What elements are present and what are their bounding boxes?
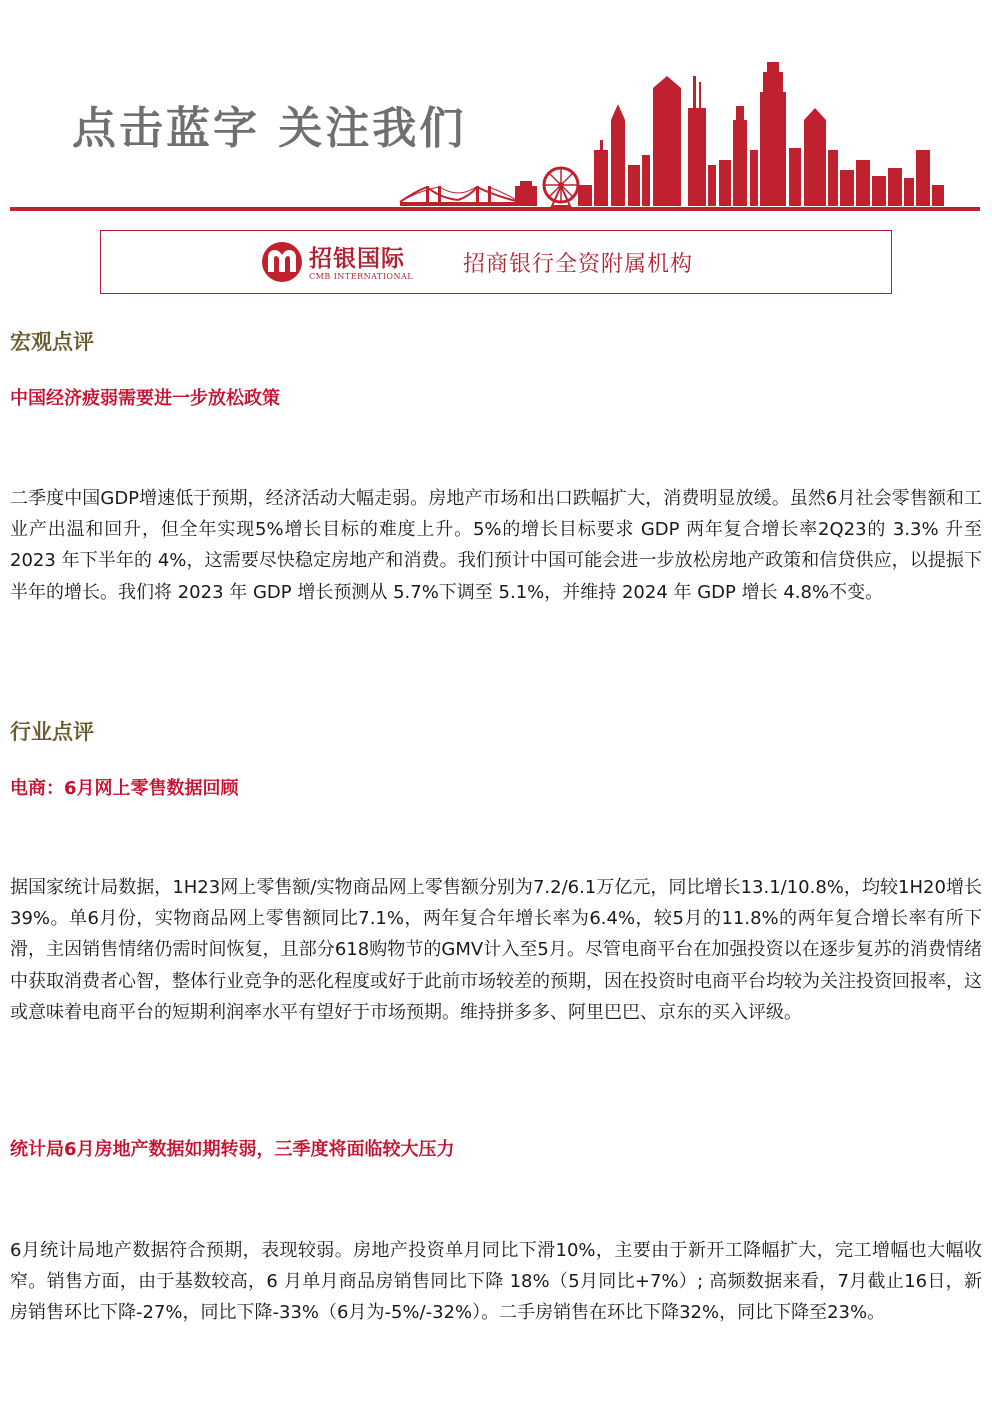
banner-title[interactable]: 点击蓝字 关注我们 xyxy=(72,103,467,154)
article-body-property: 6月统计局地产数据符合预期，表现较弱。房地产投资单月同比下滑10%，主要由于新开工降幅扩大，完工增幅也大幅收窄。销售方面，由于基数较高，6 月单月商品房销售同比下降 18%（5月同比+7%）; 高频数据来看，7月截止16日，新房销售环比下降-27%，同比下降-33%（6月为-5%/-32%）。二手房销售在环比下降32%，同比下降至23%。 xyxy=(10,1240,982,1324)
article-body-ecommerce: 据国家统计局数据，1H23网上零售额/实物商品网上零售额分别为7.2/6.1万亿元，同比增长13.1/10.8%，均较1H20增长39%。单6月份，实物商品网上零售额同比7.1%，两年复合年增长率为6.4%，较5月的11.8%的两年复合增长率有所下滑，主因销售情绪仍需时间恢复，且部分618购物节的GMV计入至5月。尽管电商平台在加强投资以在逐步复苏的消费情绪中获取消费者心智，整体行业竞争的恶化程度或好于此前市场较差的预期，因在投资时电商平台均较为关注投资回报率，这或意味着电商平台的短期利润率水平有望好于市场预期。维持拼多多、阿里巴巴、京东的买入评级。 xyxy=(10,877,982,1023)
section-title-macro: 宏观点评 xyxy=(10,330,94,354)
brand-tagline: 招商银行全资附属机构 xyxy=(463,252,694,277)
header-banner xyxy=(0,0,992,215)
brand-banner[interactable] xyxy=(100,230,892,294)
brand-name-en: CMB INTERNATIONAL xyxy=(309,272,414,281)
article-body-china-economy: 二季度中国GDP增速低于预期，经济活动大幅走弱。房地产市场和出口跌幅扩大，消费明显放缓。虽然6月社会零售额和工业产出温和回升，但全年实现5%增长目标的难度上升。5%的增长目标要求 GDP 两年复合增长率2Q23的 3.3% 升至 2023 年下半年的 4%，这需要尽快稳定房地产和消费。我们预计中国可能会进一步放松房地产政策和信贷供应，以提振下半年的增长。我们将 2023 年 GDP 增长预测从 5.7%下调至 5.1%，并维持 2024 年 GDP 增长 4.8%不变。 xyxy=(10,488,982,603)
section-title-industry: 行业点评 xyxy=(10,720,94,744)
cmb-international-logo-icon xyxy=(261,241,303,283)
brand-name-cn: 招银国际 xyxy=(309,246,405,272)
article-title-ecommerce[interactable]: 电商：6月网上零售数据回顾 xyxy=(10,778,239,799)
city-skyline-illustration xyxy=(0,0,992,215)
article-title-china-economy[interactable]: 中国经济疲弱需要进一步放松政策 xyxy=(10,388,280,409)
article-title-property[interactable]: 统计局6月房地产数据如期转弱，三季度将面临较大压力 xyxy=(10,1139,455,1160)
